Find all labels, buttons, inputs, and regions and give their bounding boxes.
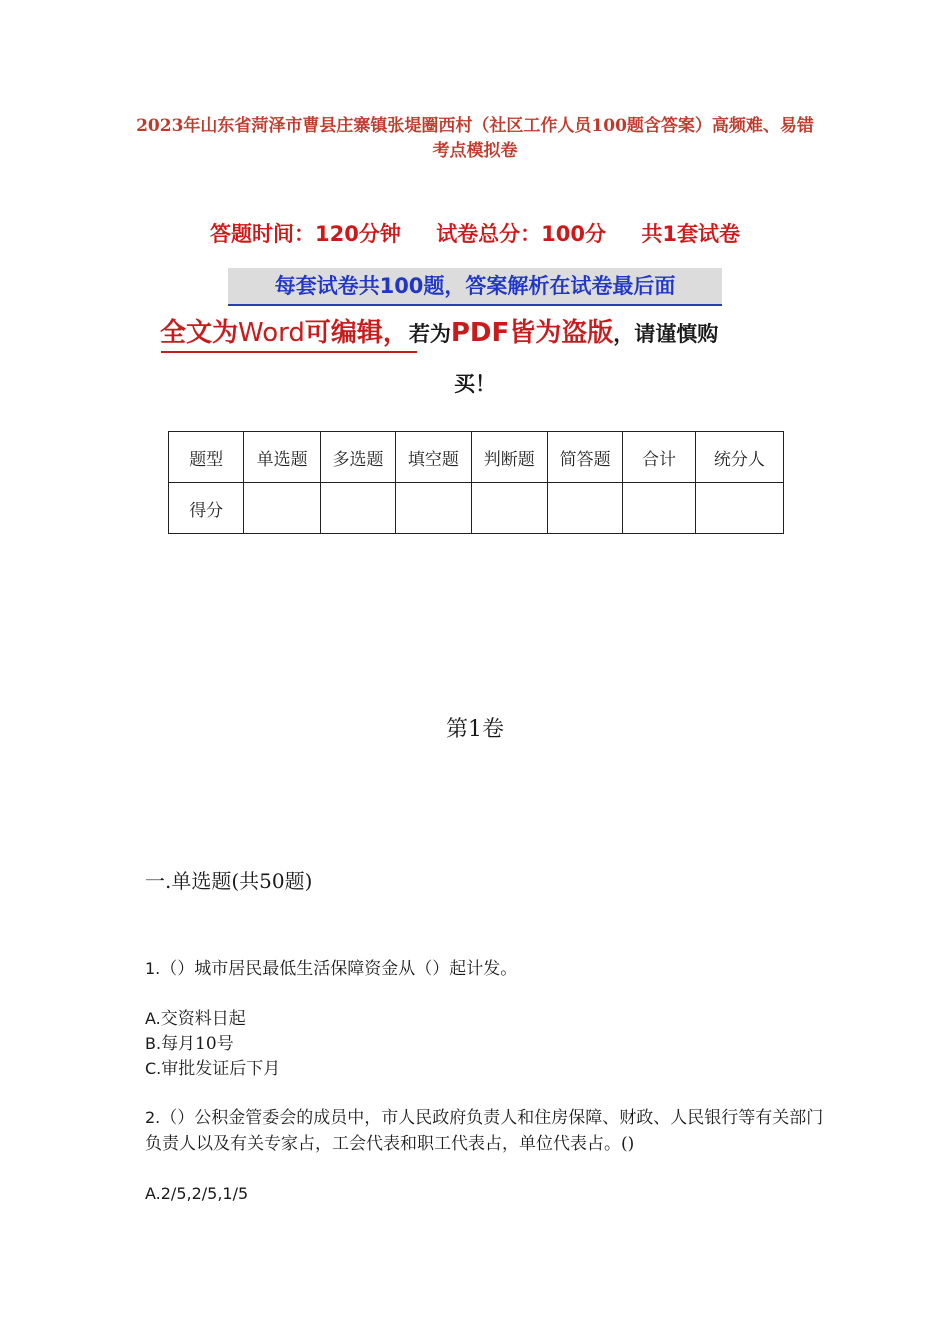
pdf-notice-comma: ，: [613, 322, 635, 346]
word-editable-notice: [160, 312, 800, 355]
option-text: 交资料日起: [160, 1009, 246, 1029]
question-1: [145, 956, 825, 982]
header-cell-type: 题型: [169, 432, 244, 483]
score-table-header-row: [169, 432, 784, 483]
question-1-option-b: [145, 1031, 234, 1057]
option-letter: A.: [145, 1184, 161, 1203]
option-letter: C.: [145, 1059, 162, 1078]
option-text: 2/5,2/5,1/5: [160, 1184, 249, 1203]
exam-info-line: [0, 218, 950, 248]
score-cell: [695, 483, 783, 534]
header-cell-fill: 填空题: [396, 432, 471, 483]
word-notice-word: Word: [238, 318, 305, 348]
option-letter: B.: [145, 1034, 162, 1053]
question-1-option-a: [145, 1006, 246, 1032]
score-table-score-row: [169, 483, 784, 534]
word-notice-comma: ，: [382, 318, 409, 348]
header-cell-judge: 判断题: [471, 432, 547, 483]
score-cell: [623, 483, 695, 534]
per-set-notice: 每套试卷共100题，答案解析在试卷最后面: [228, 268, 722, 306]
pdf-notice-piracy: 皆为盗版: [509, 318, 614, 348]
score-cell: [244, 483, 320, 534]
score-cell: [547, 483, 622, 534]
exam-time: 答题时间：120分钟: [210, 222, 401, 246]
section-heading: 一.单选题(共50题): [145, 869, 313, 893]
word-notice-part1: 全文为: [160, 318, 239, 348]
score-row-label: 得分: [169, 483, 244, 534]
question-text: （）城市居民最低生活保障资金从（）起计发。: [160, 959, 518, 979]
score-cell: [396, 483, 471, 534]
caution-text-end: 买！: [454, 372, 496, 396]
header-cell-total: 合计: [623, 432, 695, 483]
question-1-option-c: [145, 1056, 280, 1082]
option-text: 每月10号: [161, 1034, 234, 1054]
caution-text: 请谨慎购: [634, 322, 719, 346]
word-notice-editable: 可编辑: [304, 318, 383, 348]
header-cell-scorer: 统分人: [695, 432, 783, 483]
score-cell: [320, 483, 395, 534]
question-2-option-a: [145, 1181, 248, 1207]
header-cell-multiple: 多选题: [320, 432, 395, 483]
pdf-notice-pdf: PDF: [450, 318, 510, 348]
question-number: 1.: [145, 959, 161, 978]
question-number: 2.: [145, 1108, 161, 1127]
word-notice-underline: [161, 351, 417, 353]
pdf-notice-prefix: 若为: [408, 322, 451, 346]
score-cell: [471, 483, 547, 534]
volume-heading: 第1卷: [446, 717, 504, 742]
question-text: （）公积金管委会的成员中，市人民政府负责人和住房保障、财政、人民银行等有关部门负责人以及有关专家占，工会代表和职工代表占，单位代表占。(): [145, 1108, 824, 1154]
document-title: 2023年山东省菏泽市曹县庄寨镇张堤圈西村（社区工作人员100题含答案）高频难、易错考点模拟卷: [136, 116, 814, 161]
option-text: 审批发证后下月: [161, 1059, 281, 1079]
header-cell-single: 单选题: [244, 432, 320, 483]
exam-total-score: 试卷总分：100分: [436, 222, 607, 246]
question-2: [145, 1105, 825, 1157]
exam-set-count: 共1套试卷: [641, 222, 740, 246]
header-cell-short: 简答题: [547, 432, 622, 483]
score-table: [168, 431, 784, 534]
option-letter: A.: [145, 1009, 161, 1028]
